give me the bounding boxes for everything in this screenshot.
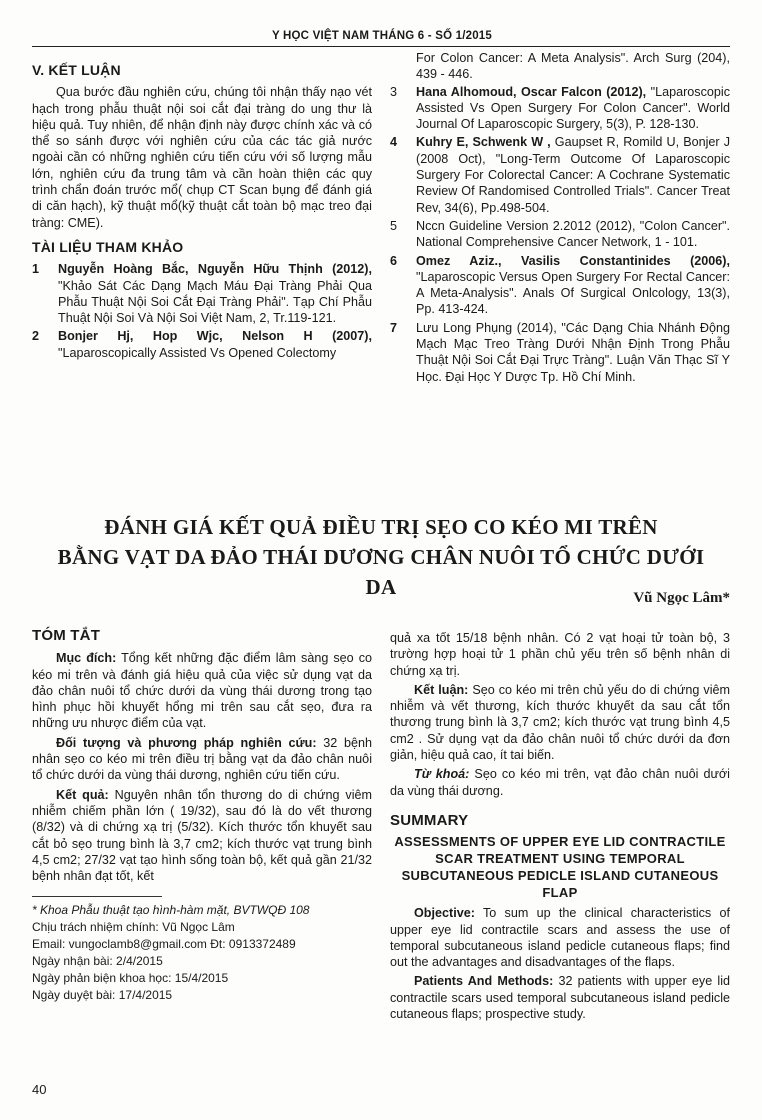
reference-item <box>32 261 372 326</box>
abstract-vi-column <box>32 628 372 887</box>
summary-methods-text: 32 patients with upper eye lid contractile scars used temporal subcutaneous island pedicle cutaneous flaps; prospective study. <box>390 974 731 1022</box>
reference-item <box>32 328 372 361</box>
reference-body: Nccn Guideline Version 2.2012 (2012), "Colon Cancer". National Comprehensive Cancer Network, 1 - 101. <box>416 218 730 250</box>
left-column-top <box>32 62 372 363</box>
abstract-conclusion <box>390 682 730 763</box>
reference-authors: Hana Alhomoud, Oscar Falcon (2012), <box>416 84 647 99</box>
reference-number: 2 <box>32 329 40 344</box>
conclusion-heading: V. KẾT LUẬN <box>32 62 121 78</box>
abstract-results <box>32 787 372 885</box>
reference-body: "Laparoscopic Assisted Vs Open Surgery For Colon Cancer". World Journal Of Laparoscopic Surgery, 5(3), P. 128-130. <box>416 84 730 132</box>
footnote-accepted: Ngày duyệt bài: 17/4/2015 <box>32 988 173 1002</box>
reference-authors: Nguyễn Hoàng Bắc, Nguyễn Hữu Thịnh (2012), <box>58 262 372 277</box>
summary-heading: SUMMARY <box>390 811 469 829</box>
abstract-right-column <box>390 630 730 1025</box>
header-rule <box>32 46 730 47</box>
abstract-keywords <box>390 766 730 799</box>
article-author: Vũ Ngọc Lâm* <box>633 590 730 606</box>
footnote-reviewed: Ngày phản biện khoa học: 15/4/2015 <box>32 971 229 985</box>
footnote <box>32 902 377 1004</box>
reference-number: 6 <box>390 253 398 268</box>
abstract-heading: TÓM TẮT <box>32 627 101 644</box>
footnote-affiliation: * Khoa Phẫu thuật tạo hình-hàm mặt, BVTWQĐ 108 <box>32 903 310 917</box>
reference-authors: Omez Aziz., Vasilis Constantinides (2006), <box>416 253 730 268</box>
reference-body: "Khảo Sát Các Dạng Mạch Máu Đại Tràng Phải Qua Phẫu Thuật Nội Soi Cắt Đại Tràng Phải". Tạp Chí Phẫu Thuật Nội Soi Và Nội Soi Việt Nam, 2, Tr.119-121. <box>58 278 372 326</box>
footnote-rule <box>32 896 162 897</box>
reference-number: 4 <box>390 135 398 150</box>
references-right <box>390 50 730 385</box>
objective-label: Mục đích: <box>56 651 117 666</box>
reference-number: 7 <box>390 320 398 335</box>
summary-methods <box>390 973 730 1022</box>
reference-item <box>390 253 730 318</box>
reference-authors: Bonjer Hj, Hop Wjc, Nelson H (2007), <box>58 329 372 344</box>
article-title-line-2: BẰNG VẠT DA ĐẢO THÁI DƯƠNG CHÂN NUÔI TỔ CHỨC DƯỚI DA <box>57 545 705 599</box>
results-text: Nguyên nhân tổn thương do di chứng viêm nhiễm chiếm phần lớn ( 19/32), sau đó là do vết thương (8/32) và di chứng xạ trị (5/32). Kích thước tổn khuyết sau cắt bỏ sẹo trung bình là 3,7 cm2; kích thước vạt trung bình 4,5 cm2; 27/32 vạt tạo hình sống toàn bộ, kết quả gần 21/32 bệnh nhân đạt tốt, kết <box>32 787 372 884</box>
objective-text: Tổng kết những đặc điểm lâm sàng sẹo co kéo mi trên và đánh giá hiệu quả của việc sử dụng vạt da đảo chân nuôi tổ chức dưới da vùng thái dương trong tạo hình phục hồi khuyết hổng mi trên sau cắt sẹo, đưa ra những ưu nhược điểm của vạt. <box>32 651 372 731</box>
reference-item <box>390 134 730 215</box>
keywords-text: Sẹo co kéo mi trên, vạt đảo chân nuôi dưới da vùng thái dương. <box>390 767 730 798</box>
methods-text: 32 bệnh nhân sẹo co kéo mi trên điều trị bằng vạt da đảo chân nuôi tổ chức dưới da vùng thái dương, nghiên cứu tiến cứu. <box>32 735 372 783</box>
summary-objective <box>390 905 730 970</box>
reference-number: 1 <box>32 262 40 277</box>
reference-authors: Kuhry E, Schwenk W , <box>416 135 551 150</box>
results-label: Kết quả: <box>56 787 109 802</box>
summary-title: ASSESSMENTS OF UPPER EYE LID CONTRACTILE SCAR TREATMENT USING TEMPORAL SUBCUTANEOUS PEDICLE ISLAND CUTANEOUS FLAP <box>394 834 726 901</box>
footnote-responsible: Chịu trách nhiệm chính: Vũ Ngọc Lâm <box>32 920 235 934</box>
summary-objective-text: To sum up the clinical characteristics of upper eye lid contractile scars and assess the use of temporal subcutaneous island pedicle cutaneous flaps; find out the advantages and disadvantages of the flaps. <box>390 906 730 970</box>
reference-body: "Laparoscopic Versus Open Surgery For Rectal Cancer: A Meta-Analysis". Anals Of Surgical Onlcology, 13(3), Pp. 413-424. <box>416 269 730 317</box>
reference-number: 5 <box>390 218 398 233</box>
references-heading: TÀI LIỆU THAM KHẢO <box>32 238 184 255</box>
footnote-received: Ngày nhận bài: 2/4/2015 <box>32 954 163 968</box>
summary-objective-label: Objective: <box>414 906 475 921</box>
article-title <box>40 512 722 602</box>
page-number: 40 <box>32 1082 47 1097</box>
keywords-label: Từ khoá: <box>414 767 470 782</box>
article-title-line-1: ĐÁNH GIÁ KẾT QUẢ ĐIỀU TRỊ SẸO CO KÉO MI TRÊN <box>104 515 658 539</box>
reference-continuation <box>390 50 730 83</box>
abstract-objective <box>32 650 372 731</box>
reference-item <box>390 320 730 385</box>
reference-number: 3 <box>390 84 398 99</box>
reference-body: Lưu Long Phụng (2014), "Các Dạng Chia Nhánh Động Mạch Mạc Treo Tràng Dưới Nhận Định Trong Phẫu Thuật Nội Soi Cắt Đại Trực Tràng". Luận Văn Thạc Sĩ Y Học. Đại Học Y Dược Tp. Hồ Chí Minh. <box>416 320 730 384</box>
conclusion-text: Sẹo co kéo mi trên chủ yếu do di chứng viêm nhiễm và vết thương, kích thước khuyết da sau cắt tổn thương trung bình là 3,7 cm2; kích thước vạt trung bình 4,5 cm2 . Sử dụng vạt da đảo chân nuôi tổ chức dưới da đơn giản, hiệu quả cao, ít tai biến. <box>390 682 731 763</box>
reference-item <box>390 84 730 133</box>
reference-body: Gaupset R, Romild U, Bonjer J (2008 Oct), "Long-Term Outcome Of Laparoscopic Surgery For Colorectal Cancer: A Cochrane Systematic Review Of Randomised Controlled Trials". Cancer Treat Rev, 34(6), Pp.498-504. <box>416 135 730 215</box>
right-column-top <box>390 50 730 387</box>
running-header: Y HỌC VIỆT NAM THÁNG 6 - SỐ 1/2015 <box>271 30 492 42</box>
methods-label: Đối tượng và phương pháp nghiên cứu: <box>56 735 317 750</box>
references-left <box>32 261 372 361</box>
reference-body: For Colon Cancer: A Meta Analysis". Arch Surg (204), 439 - 446. <box>416 51 730 82</box>
abstract-results-continued: quả xa tốt 15/18 bệnh nhân. Có 2 vạt hoại tử toàn bộ, 3 trường hợp hoại tử 1 phần chủ yếu trên số bệnh nhân di chứng xạ trị. <box>390 631 730 678</box>
abstract-methods <box>32 735 372 784</box>
summary-methods-label: Patients And Methods: <box>414 974 554 989</box>
conclusion-label: Kết luận: <box>414 682 469 697</box>
reference-body: "Laparoscopically Assisted Vs Opened Colectomy <box>58 345 337 360</box>
reference-item <box>390 218 730 251</box>
footnote-contact: Email: vungoclamb8@gmail.com Đt: 0913372489 <box>32 937 296 951</box>
conclusion-text: Qua bước đầu nghiên cứu, chúng tôi nhận thấy nạo vét hạch trong phẫu thuật nội soi cắt đại tràng do ung thư là hiệu quả. Tuy nhiên, để nhận định này được chính xác và có thể so sánh được với nghiên cứu của các tác giả nước ngoài cần có những nghiên cứu tiến cứu với số lượng mẫu lớn, nghiên cứu đa trung tâm và cần hoàn thiện các quy trình chẩn đoán trước mổ( chụp CT Scan bụng để đánh giá di căn hạch), kỹ thuật mổ(kỹ thuật cắt toàn bộ mạc treo đại tràng: CME). <box>32 85 372 230</box>
